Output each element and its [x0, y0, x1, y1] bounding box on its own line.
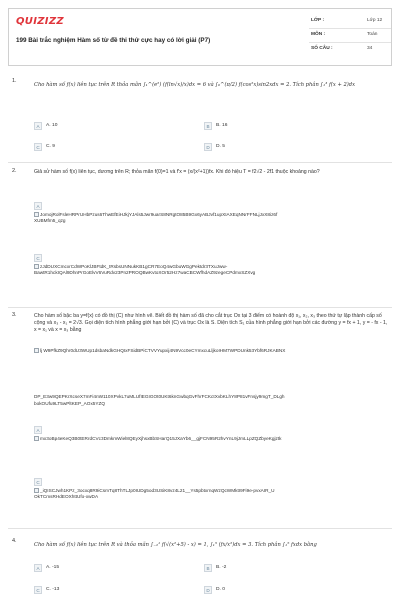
- option-text: C. 9: [46, 144, 55, 149]
- meta-value: Toán: [367, 32, 378, 37]
- meta-row-question-count: [309, 43, 391, 56]
- divider: [8, 307, 392, 308]
- quizizz-logo: QUIZIZZ: [16, 16, 64, 27]
- question-3: [8, 312, 392, 526]
- question-number: 2.: [12, 168, 17, 174]
- option-c[interactable]: [34, 254, 392, 277]
- option-a[interactable]: [34, 426, 392, 442]
- option-d[interactable]: [204, 143, 374, 153]
- meta-row-grade: [309, 15, 391, 29]
- option-letter-box: A: [34, 426, 42, 434]
- option-b[interactable]: [204, 564, 374, 574]
- option-text: JomojRolFsleHRPrUHbPzus6ThwEfEiHJkjYJAls5Jwr9uarS8NRgtO85B9Gx6yABJvf1upXIAXEqNNrFFNLjJxX8iz6f: [34, 212, 392, 218]
- option-text-line-2: XUBMfm5_qzg: [34, 218, 66, 224]
- graph-image-link-3: bokOUfu9LT5wPltKEP_AOx5YZQ: [34, 401, 106, 406]
- divider: [8, 528, 392, 529]
- option-text: D. 0: [216, 587, 225, 592]
- question-2: [8, 168, 392, 303]
- option-a[interactable]: [34, 122, 204, 132]
- broken-image-icon: [34, 212, 39, 217]
- meta-key: MÔN :: [311, 32, 326, 37]
- option-letter-box: B: [204, 122, 212, 130]
- broken-image-icon: [34, 348, 39, 353]
- option-text: _iQISCJwh1KPz_3ocxq8R9iCsmTq8ThTLJp0IUDg5od3USiK8vz4L21__Ys5pbtxrnqWzQcWMktI9Fi9e-pvxAIR_U: [34, 488, 392, 494]
- option-letter-box: D: [204, 143, 212, 151]
- option-letter-box: B: [204, 564, 212, 572]
- question-text: Cho hàm số f(x) liên tục trên R và thỏa mãn ∫₋₂¹ f(√(x²+5) - x) = 1, ∫₁⁵ (fx/x²)dx = 3. Tích phân ∫₁⁵ fxdx bằng: [34, 542, 317, 548]
- meta-key: SỐ CÂU :: [311, 46, 333, 51]
- broken-image-icon: [34, 488, 39, 493]
- option-text: A. -15: [46, 565, 60, 570]
- meta-key: LỚP :: [311, 18, 325, 23]
- option-d[interactable]: [204, 586, 374, 596]
- option-text: C. -13: [46, 587, 60, 592]
- option-text: mx3oBp4eKeQ3B0tERrdCVc3DmkmWiel8QEyXjhsxBbSHarQ15JXaYb6__gjFCN95R2hvYnL9jJmLLpZQZbyeKgjztk: [34, 436, 392, 442]
- option-b[interactable]: [204, 122, 374, 132]
- question-text: Giả sử hàm số f(x) liên tục, dương trên R; thỏa mãn f(0)=1 và f'x = (x/(x²+1))fx. Khi đó hiệu T = f2√2 - 2f1 thuộc khoảng nào?: [34, 169, 320, 175]
- graph-image-link-2: DP_E3w9QEPKrXcseX7mFi4nW110XPvkL7uMLUfIEGIGOt0UKt6knGwbqGvFhrFCKctXvbKLhY8P81vFnsjy9mgT_DLgh: [34, 394, 285, 399]
- option-c[interactable]: [34, 143, 204, 153]
- question-text: Cho hàm số bậc ba y=f(x) có đồ thị (C) như hình vẽ. Biết đồ thị hàm số đã cho cắt trục Ox tại 3 điểm có hoành độ x₁, x₂, x₃ theo thứ tự lập thành cấp số cộng và x₃ - x₁ = 2√3. Gọi diện tích hình phẳng giới hạn bởi (C) và trục Ox là S. Diện tích S₁ của hình phẳng giới hạn bởi các đường y = fx + 1, y = - fx - 1, x = x₁ và x = x₃ bằng: [34, 313, 388, 334]
- option-text-line-2: OkTCmsRHdEOXhttUfo-xwDA: [34, 494, 99, 500]
- option-text: zJdDUXCmcxrCdWPoKlJBFtdK_tRsbsUNNukKB1gCR7EoQ4wGbuWGgPektdr3TXuJww-: [34, 264, 392, 270]
- option-c[interactable]: [34, 478, 392, 501]
- broken-image-icon: [34, 264, 39, 269]
- broken-image-icon: [34, 436, 39, 441]
- option-letter-box: C: [34, 478, 42, 486]
- document-title: 199 Bài trắc nghiệm Hàm số từ đề thi thử cực hay có lời giải (P7): [16, 37, 211, 44]
- meta-table: [309, 15, 391, 56]
- question-number: 4.: [12, 538, 17, 544]
- option-letter-box: C: [34, 254, 42, 262]
- option-letter-box: A: [34, 564, 42, 572]
- option-text: B. -2: [216, 565, 227, 570]
- divider: [8, 162, 392, 163]
- meta-value: Lớp 12: [367, 18, 383, 23]
- graph-image-link: lj W9PfkZ9Qhr0dU3WUp1dsbaNdkGHQIxFSidBPiCTVVYupxij4N9Vcc0eCYmxcuLljkoIHM7WPDUnk53Ybf6RJKABNX: [34, 348, 392, 354]
- option-text: B. 16: [216, 123, 228, 128]
- option-letter-box: C: [34, 143, 42, 151]
- question-number: 3.: [12, 312, 17, 318]
- option-c[interactable]: [34, 586, 204, 596]
- option-text: A. 10: [46, 123, 58, 128]
- option-a[interactable]: [34, 202, 392, 225]
- option-a[interactable]: [34, 564, 204, 574]
- question-text: Cho hàm số f(x) liên tục trên R thỏa mãn ∫₁^(e²) (f(ln√x)/x)dx = 6 và ∫₀^(π/2) f(cos²x)sin2xdx = 2. Tích phân ∫₁³ f(x + 2)dx: [34, 82, 356, 88]
- option-letter-box: A: [34, 122, 42, 130]
- option-letter-box: D: [204, 586, 212, 594]
- meta-row-subject: [309, 29, 391, 43]
- document-header: [8, 8, 392, 66]
- option-letter-box: A: [34, 202, 42, 210]
- meta-value: 34: [367, 46, 373, 51]
- option-letter-box: C: [34, 586, 42, 594]
- option-text: D. 5: [216, 144, 225, 149]
- option-text-line-2: BawtR1hckIQAl9DhnPrGoElvV6VuRdv23Pn2PROQBwKvtoXOr52Hz7waCBCWfhdAZ9zegeCPdmxSZXvg: [34, 270, 256, 276]
- question-4: [8, 538, 392, 598]
- question-number: 1.: [12, 78, 17, 84]
- question-1: [8, 78, 392, 158]
